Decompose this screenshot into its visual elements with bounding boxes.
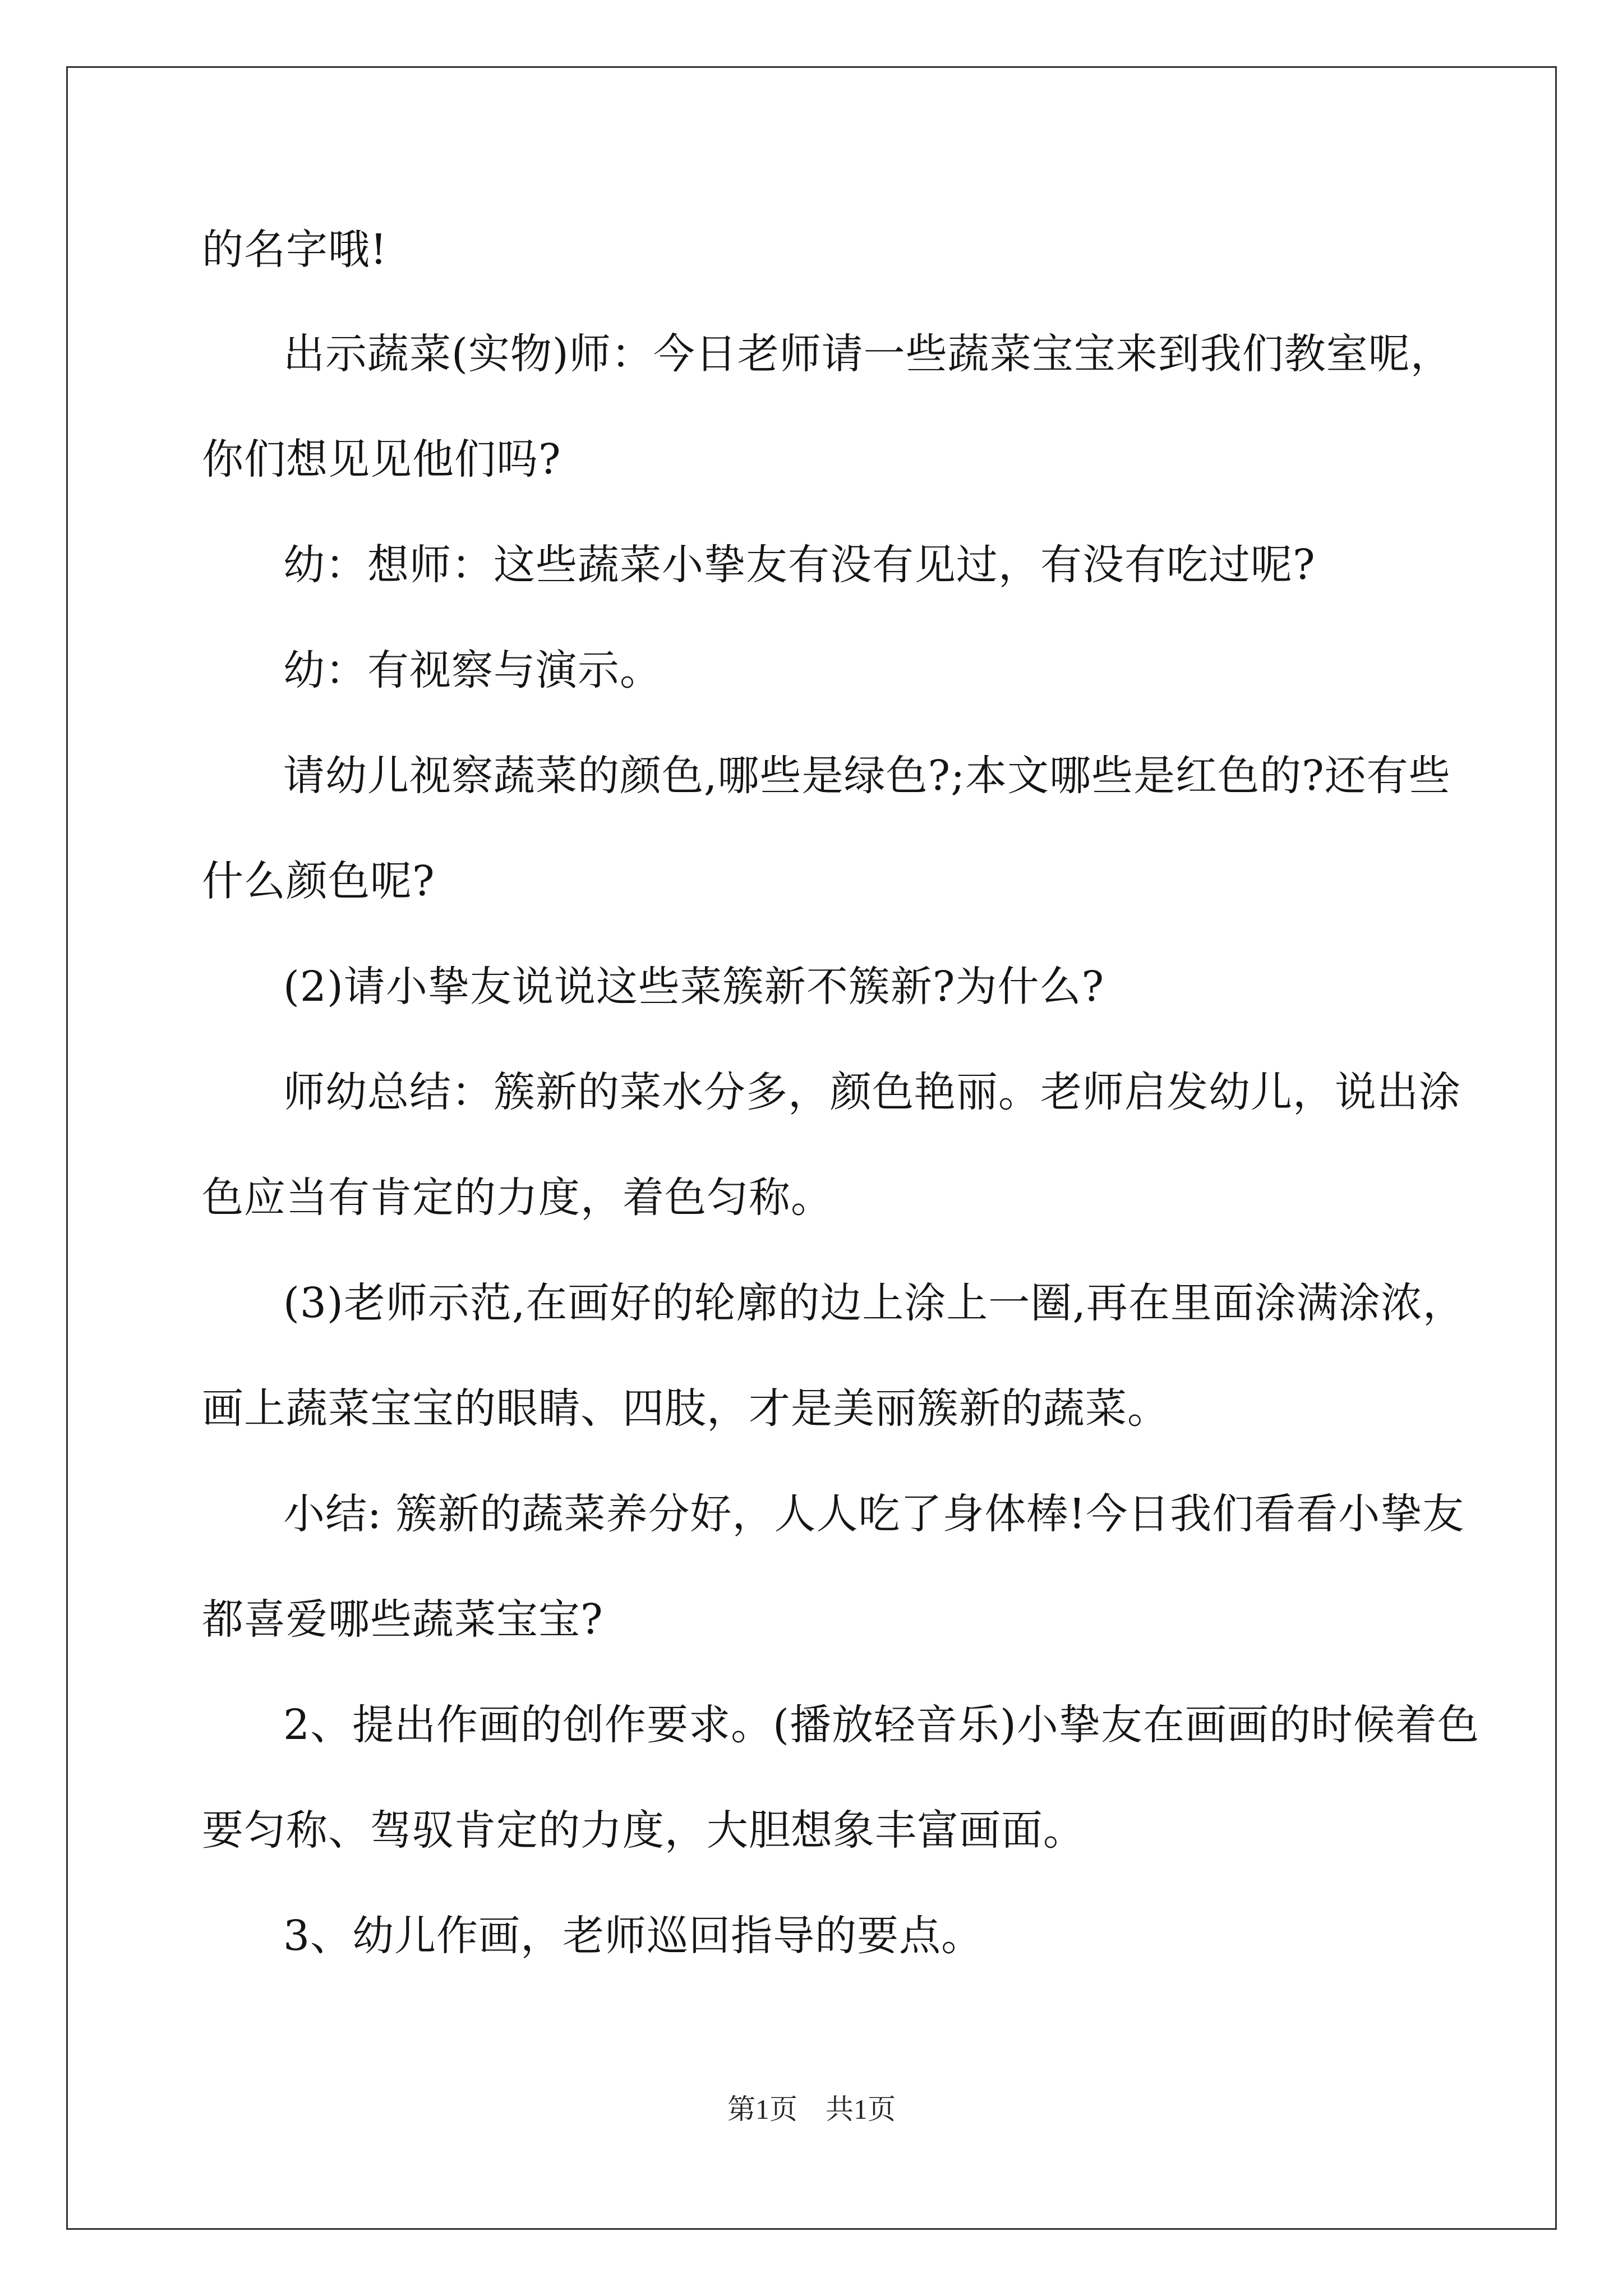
page-footer: 第1页 共1页 (727, 2093, 896, 2125)
text-line: 出示蔬菜(实物)师：今日老师请一些蔬菜宝宝来到我们教室呢， (283, 330, 1453, 378)
text-line: 你们想见见他们吗? (202, 435, 561, 484)
text-line: 画上蔬菜宝宝的眼睛、四肢，才是美丽簇新的蔬菜。 (202, 1384, 1169, 1433)
text-line: 色应当有肯定的力度，着色匀称。 (202, 1174, 833, 1222)
text-line: (2)请小挚友说说这些菜簇新不簇新?为什么? (283, 963, 1105, 1011)
text-line: 都喜爱哪些蔬菜宝宝? (202, 1595, 603, 1644)
text-line: 要匀称、驾驭肯定的力度，大胆想象丰富画面。 (202, 1806, 1085, 1855)
text-line: 3、幼儿作画，老师巡回指导的要点。 (283, 1912, 984, 1960)
text-line: 的名字哦! (202, 226, 388, 274)
text-line: 小结: 簇新的蔬菜养分好，人人吃了身体棒!今日我们看看小挚友 (283, 1490, 1465, 1538)
text-line: 2、提出作画的创作要求。(播放轻音乐)小挚友在画画的时候着色 (283, 1701, 1479, 1749)
text-line: 幼：想师：这些蔬菜小挚友有没有见过，有没有吃过呢? (283, 541, 1316, 589)
text-line: 师幼总结：簇新的菜水分多，颜色艳丽。老师启发幼儿，说出涂 (283, 1068, 1461, 1116)
page-frame (66, 66, 1557, 2230)
text-line: 幼：有视察与演示。 (283, 646, 662, 694)
text-line: 请幼儿视察蔬菜的颜色,哪些是绿色?;本文哪些是红色的?还有些 (283, 752, 1451, 800)
text-line: (3)老师示范,在画好的轮廓的边上涂上一圈,再在里面涂满涂浓， (283, 1279, 1465, 1327)
text-line: 什么颜色呢? (202, 857, 435, 905)
